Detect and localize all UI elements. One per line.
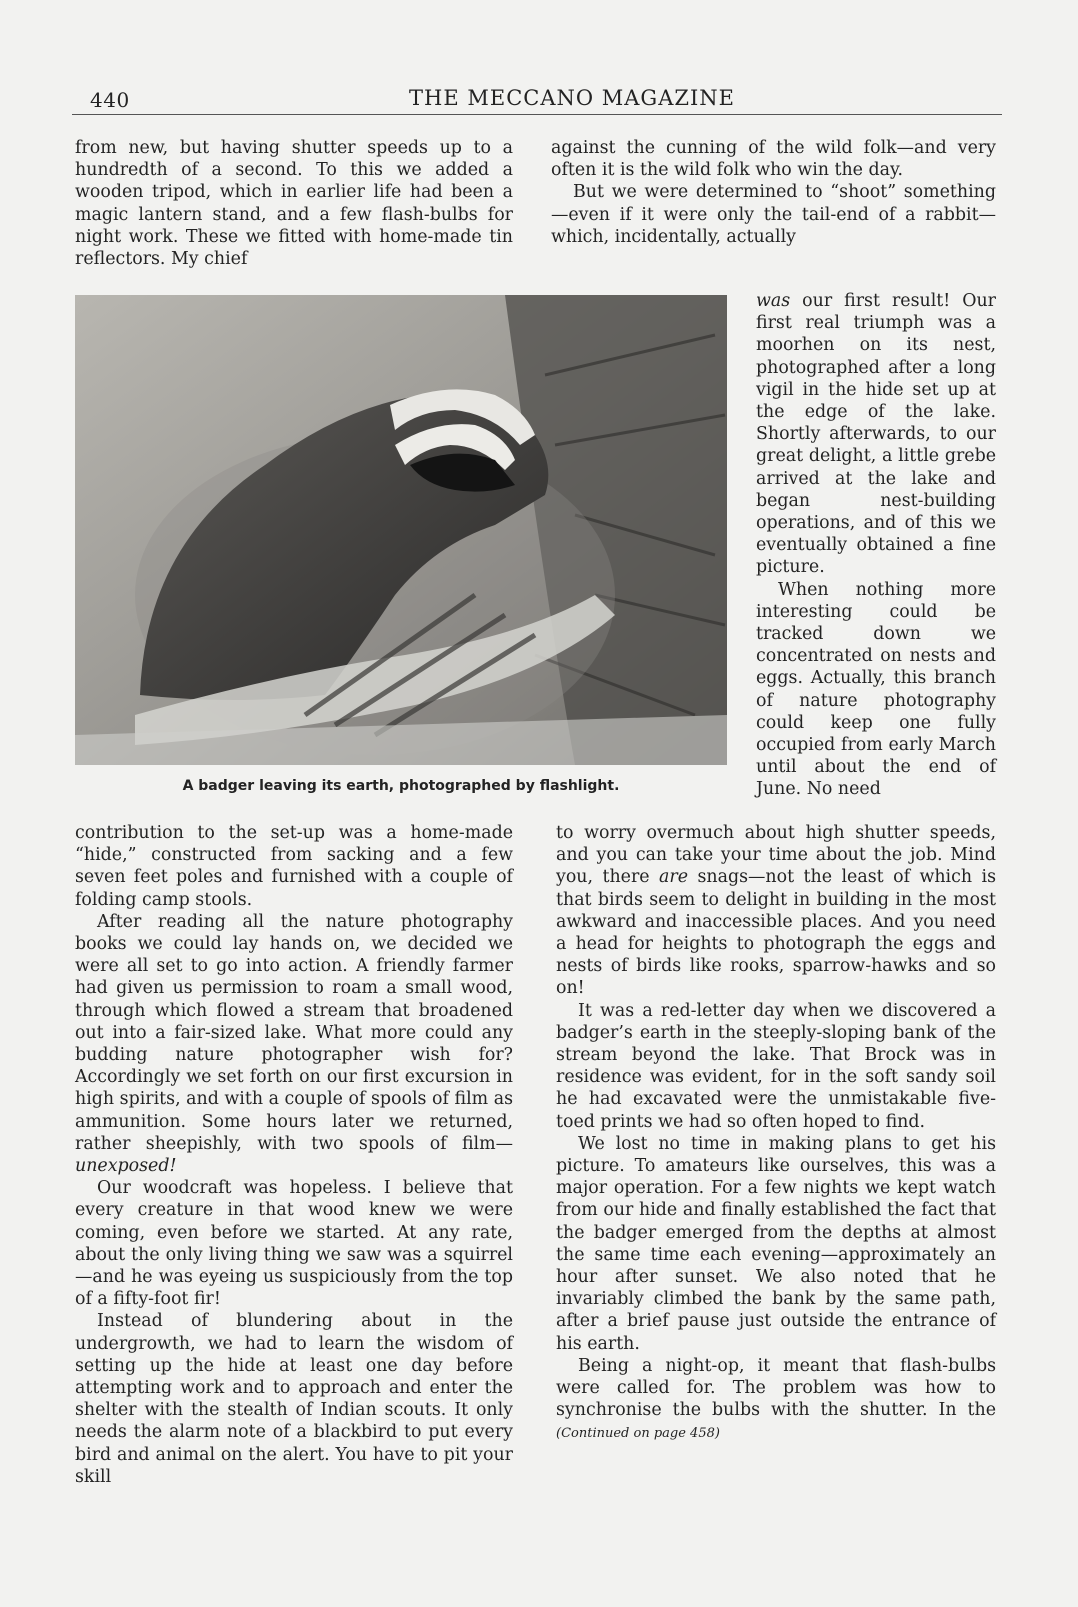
emphasis: was xyxy=(756,291,791,311)
left-column-bottom xyxy=(75,822,513,1488)
paragraph-text: Being a night-op, it meant that flash-bulbs were called for. The problem was how to synchronise the bulbs with the shutter. In the xyxy=(556,1355,996,1421)
paragraph: contribution to the set-up was a home-made “hide,” constructed from sacking and a few seven feet poles and furnished with a couple of folding camp stools. xyxy=(75,823,513,910)
badger-photo xyxy=(75,295,727,765)
paragraph: We lost no time in making plans to get his picture. To amateurs like ourselves, this was a major operation. For a few nights we kept watch from our hide and finally established the fact that the badger emerged from the depths at almost the same time each evening—approximately an hour after sunset. We also noted that he invariably climbed the bank by the same path, after a brief pause just outside the entrance of his earth. xyxy=(556,1133,996,1354)
paragraph-text: our first result! Our first real triumph was a moorhen on its nest, photographed after a long vigil in the hide set up at the edge of the lake. Shortly afterwards, to our great delight, a little grebe arrived at the lake and began nest-building operations, and of this we eventually obtained a fine picture. xyxy=(756,291,996,578)
magazine-title: THE MECCANO MAGAZINE xyxy=(409,86,735,110)
paragraph-text: to worry overmuch about high shutter speeds, and you can take your time about the job. Mind you, there xyxy=(556,823,996,888)
right-column-top xyxy=(551,137,996,248)
narrow-column xyxy=(756,290,996,801)
paragraph: from new, but having shutter speeds up to a hundredth of a second. To this we added a wooden tripod, which in earlier life had been a magic lantern stand, and a few flash-bulbs for night work. These we fitted with home-made tin reflectors. My chief xyxy=(75,138,513,270)
paragraph: But we were determined to “shoot” something—even if it were only the tail-end of a rabbit—which, incidentally, actually xyxy=(551,182,996,247)
continued-note: (Continued on page 458) xyxy=(556,1426,720,1442)
paragraph: against the cunning of the wild folk—and very often it is the wild folk who win the day. xyxy=(551,138,996,181)
paragraph-text: snags—not the least of which is that birds seem to delight in building in the most awkward and inaccessible places. And you need a head for heights to photograph the eggs and nests of birds like rooks, sparrow-hawks and so on! xyxy=(556,867,996,999)
paragraph: Our woodcraft was hopeless. I believe that every creature in that wood knew we were coming, even before we started. At any rate, about the only living thing we saw was a squirrel—and he was eyeing us suspiciously from the top of a fifty-foot fir! xyxy=(75,1178,513,1310)
paragraph: Instead of blundering about in the undergrowth, we had to learn the wisdom of setting up the hide at least one day before attempting work and to approach and enter the shelter with the stealth of Indian scouts. It only needs the alarm note of a blackbird to put every bird and animal on the alert. You have to pit your skill xyxy=(75,1311,513,1487)
right-column-bottom xyxy=(556,822,996,1446)
emphasis: unexposed! xyxy=(75,1156,177,1177)
paragraph xyxy=(75,911,513,1177)
paragraph-text: After reading all the nature photography books we could lay hands on, we decided we were all set to go into action. A friendly farmer had given us permission to roam a small wood, through which flowed a stream that broadened out into a fair-sized lake. What more could any budding nature photographer wish for? Accordingly we set forth on our first excursion in high spirits, and with a couple of spools of film as ammunition. Some hours later we returned, rather sheepishly, with two spools of film— xyxy=(75,911,513,1154)
paragraph: It was a red-letter day when we discovered a badger’s earth in the steeply-sloping bank of the stream beyond the lake. That Brock was in residence was evident, for in the soft sandy soil he had excavated were the unmistakable five-toed prints we had so often hoped to find. xyxy=(556,1000,996,1132)
left-column-top xyxy=(75,137,513,270)
photo-caption: A badger leaving its earth, photographed by flashlight. xyxy=(182,778,620,794)
paragraph: When nothing more interesting could be tracked down we concentrated on nests and eggs. Actually, this branch of nature photography could keep one fully occupied from early March until about the end of June. No need xyxy=(756,579,996,800)
page-number: 440 xyxy=(90,88,130,112)
badger-illustration xyxy=(75,295,727,765)
emphasis: are xyxy=(659,867,689,888)
paragraph xyxy=(756,290,996,579)
paragraph xyxy=(556,822,996,1000)
paragraph xyxy=(556,1355,996,1446)
page-header xyxy=(72,84,1002,115)
